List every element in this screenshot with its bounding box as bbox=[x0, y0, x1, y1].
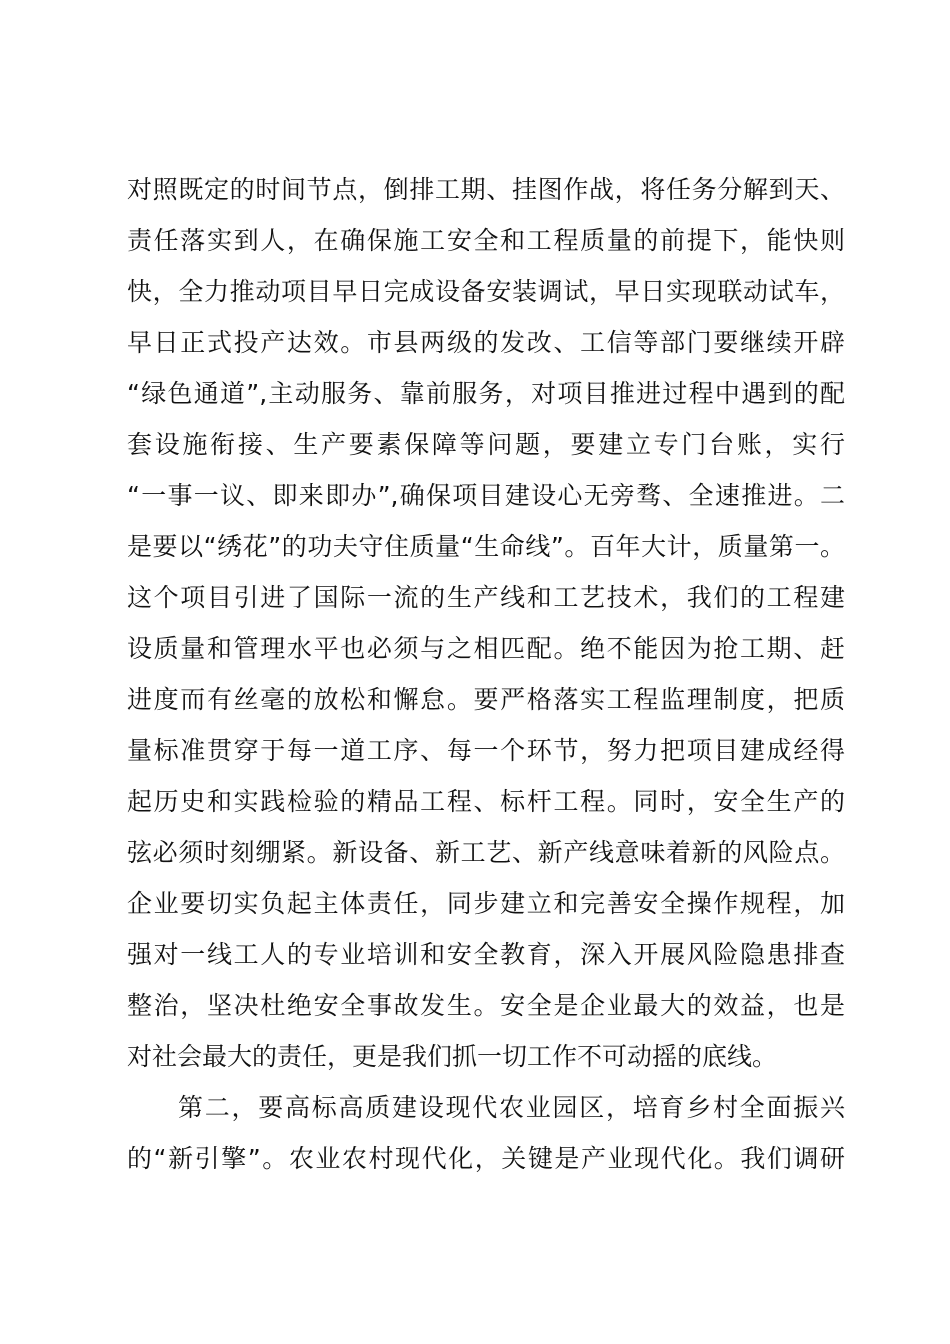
text-line: 是要以“绣花”的功夫守住质量“生命线”。百年大计，质量第一。 bbox=[127, 532, 845, 561]
text-line: 对社会最大的责任，更是我们抓一切工作不可动摇的底线。 bbox=[127, 1042, 778, 1071]
text-line: 这个项目引进了国际一流的生产线和工艺技术，我们的工程建 bbox=[127, 583, 845, 612]
text-line: 量标准贯穿于每一道工序、每一个环节，努力把项目建成经得 bbox=[127, 736, 845, 765]
text-line: 进度而有丝毫的放松和懈怠。要严格落实工程监理制度，把质 bbox=[127, 685, 845, 714]
text-line: 的“新引擎”。农业农村现代化，关键是产业现代化。我们调研 bbox=[127, 1144, 845, 1173]
text-line: 第二，要高标高质建设现代农业园区，培育乡村全面振兴 bbox=[178, 1093, 845, 1122]
text-line: “绿色通道”,主动服务、靠前服务，对项目推进过程中遇到的配 bbox=[127, 379, 845, 408]
text-line: 强对一线工人的专业培训和安全教育，深入开展风险隐患排查 bbox=[127, 940, 845, 969]
text-line: 企业要切实负起主体责任，同步建立和完善安全操作规程，加 bbox=[127, 889, 845, 918]
text-line: “一事一议、即来即办”,确保项目建设心无旁骛、全速推进。二 bbox=[127, 481, 845, 510]
text-line: 整治，坚决杜绝安全事故发生。安全是企业最大的效益，也是 bbox=[127, 991, 845, 1020]
text-line: 弦必须时刻绷紧。新设备、新工艺、新产线意味着新的风险点。 bbox=[127, 838, 845, 867]
text-line: 对照既定的时间节点，倒排工期、挂图作战，将任务分解到天、 bbox=[127, 175, 845, 204]
text-line: 快，全力推动项目早日完成设备安装调试，早日实现联动试车， bbox=[127, 277, 845, 306]
text-line: 责任落实到人，在确保施工安全和工程质量的前提下，能快则 bbox=[127, 226, 845, 255]
text-line: 套设施衔接、生产要素保障等问题，要建立专门台账，实行 bbox=[127, 430, 845, 459]
text-line: 早日正式投产达效。市县两级的发改、工信等部门要继续开辟 bbox=[127, 328, 845, 357]
text-line: 设质量和管理水平也必须与之相匹配。绝不能因为抢工期、赶 bbox=[127, 634, 845, 663]
text-line: 起历史和实践检验的精品工程、标杆工程。同时，安全生产的 bbox=[127, 787, 845, 816]
